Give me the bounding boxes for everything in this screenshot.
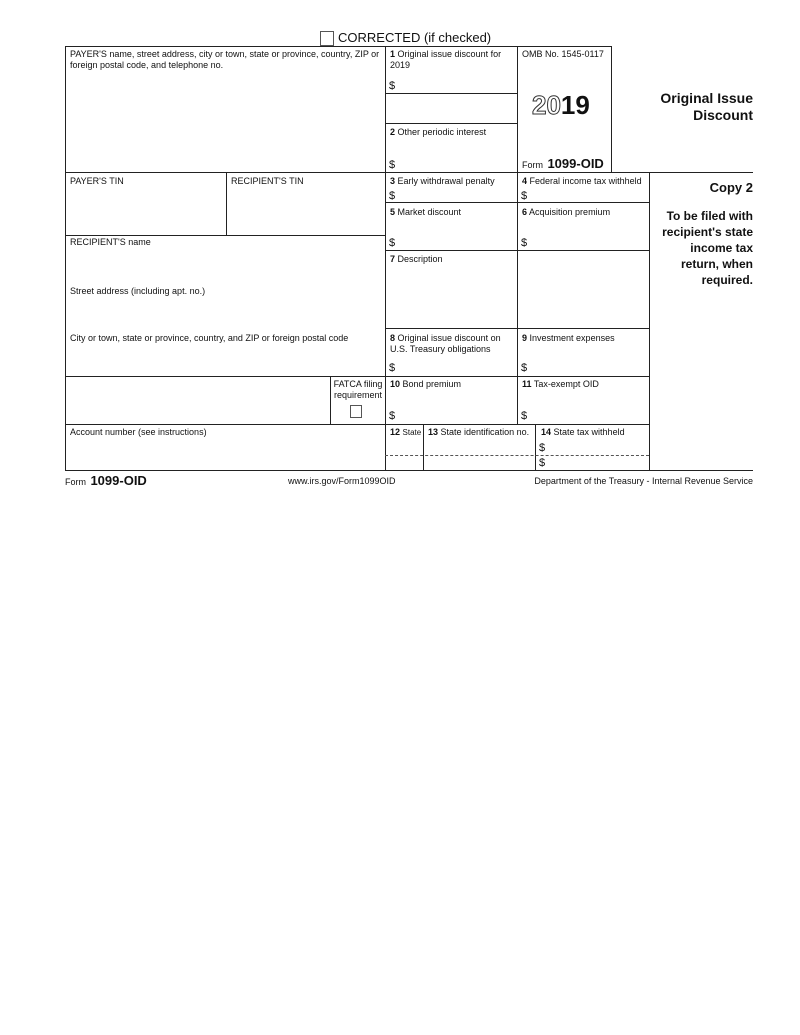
box8-label: Original issue discount on U.S. Treasury obligations bbox=[390, 333, 501, 354]
divider bbox=[65, 376, 649, 377]
box14-label: State tax withheld bbox=[553, 427, 625, 437]
dollar-sign: $ bbox=[389, 410, 396, 422]
payer-tin-field[interactable]: PAYER'S TIN bbox=[70, 176, 124, 186]
divider bbox=[535, 424, 536, 470]
divider bbox=[226, 172, 227, 235]
box14-field[interactable] bbox=[541, 427, 625, 438]
box1-label: Original issue discount for 2019 bbox=[390, 49, 502, 70]
dollar-sign: $ bbox=[389, 190, 396, 202]
box13-field[interactable] bbox=[428, 427, 529, 438]
box4-number: 4 bbox=[522, 176, 528, 186]
box1-field[interactable] bbox=[390, 49, 512, 71]
department-label: Department of the Treasury - Internal Revenue Service bbox=[534, 476, 753, 486]
form-title: Original Issue Discount bbox=[660, 90, 753, 123]
street-address-field[interactable]: Street address (including apt. no.) bbox=[70, 286, 206, 296]
divider bbox=[65, 470, 753, 471]
divider bbox=[385, 93, 517, 94]
box4-label: Federal income tax withheld bbox=[529, 176, 642, 186]
recipient-name-field[interactable]: RECIPIENT'S name bbox=[70, 237, 151, 247]
box5-field[interactable] bbox=[390, 207, 461, 218]
box14-number: 14 bbox=[541, 427, 552, 437]
box6-number: 6 bbox=[522, 207, 528, 217]
year-bold: 19 bbox=[560, 90, 590, 120]
divider bbox=[65, 172, 753, 173]
form-id bbox=[522, 155, 604, 173]
divider bbox=[385, 455, 649, 456]
box12-field[interactable] bbox=[390, 427, 421, 438]
box13-label: State identification no. bbox=[440, 427, 530, 437]
divider bbox=[65, 46, 611, 47]
dollar-sign: $ bbox=[521, 237, 528, 249]
divider bbox=[611, 46, 612, 172]
dollar-sign: $ bbox=[539, 457, 546, 469]
payer-info-field[interactable]: PAYER'S name, street address, city or town, state or province, country, ZIP or foreign postal code, and telephone no. bbox=[70, 49, 380, 70]
dollar-sign: $ bbox=[521, 410, 528, 422]
form-name: 1099-OID bbox=[547, 156, 604, 171]
dollar-sign: $ bbox=[389, 362, 396, 374]
divider bbox=[330, 376, 331, 424]
box12-label: State bbox=[402, 428, 422, 437]
box7-number: 7 bbox=[390, 254, 396, 264]
box9-label: Investment expenses bbox=[529, 333, 615, 343]
dollar-sign: $ bbox=[521, 362, 528, 374]
box6-label: Acquisition premium bbox=[529, 207, 611, 217]
divider bbox=[65, 46, 66, 470]
box5-number: 5 bbox=[390, 207, 396, 217]
account-number-field[interactable]: Account number (see instructions) bbox=[70, 427, 207, 437]
dollar-sign: $ bbox=[389, 159, 396, 171]
box10-label: Bond premium bbox=[402, 379, 462, 389]
divider bbox=[385, 250, 649, 251]
copy-description: To be filed with recipient's state income tax return, when required. bbox=[662, 209, 753, 287]
box2-label: Other periodic interest bbox=[397, 127, 487, 137]
box2-number: 2 bbox=[390, 127, 396, 137]
omb-number: OMB No. 1545-0117 bbox=[522, 49, 604, 59]
box9-field[interactable] bbox=[522, 333, 615, 344]
dollar-sign: $ bbox=[389, 237, 396, 249]
box13-number: 13 bbox=[428, 427, 439, 437]
divider bbox=[649, 172, 650, 470]
box9-number: 9 bbox=[522, 333, 528, 343]
footer-form-id bbox=[65, 472, 147, 490]
box7-field[interactable] bbox=[390, 254, 443, 265]
dollar-sign: $ bbox=[389, 80, 396, 92]
divider bbox=[65, 424, 649, 425]
divider bbox=[385, 123, 517, 124]
form-prefix: Form bbox=[65, 477, 86, 487]
tax-year bbox=[532, 90, 590, 121]
dollar-sign: $ bbox=[521, 190, 528, 202]
year-outline: 20 bbox=[532, 90, 561, 120]
box5-label: Market discount bbox=[397, 207, 462, 217]
corrected-checkbox[interactable] bbox=[320, 31, 334, 46]
box11-number: 11 bbox=[522, 379, 532, 389]
box1-number: 1 bbox=[390, 49, 396, 59]
dollar-sign: $ bbox=[539, 442, 546, 454]
box12-number: 12 bbox=[390, 427, 401, 437]
city-field[interactable]: City or town, state or province, country, and ZIP or foreign postal code bbox=[70, 333, 349, 343]
form-prefix: Form bbox=[522, 160, 543, 170]
fatca-checkbox[interactable] bbox=[350, 405, 362, 418]
corrected-label: CORRECTED (if checked) bbox=[338, 30, 492, 45]
box8-number: 8 bbox=[390, 333, 396, 343]
divider bbox=[423, 424, 424, 470]
box11-field[interactable] bbox=[522, 379, 599, 390]
box11-label: Tax-exempt OID bbox=[533, 379, 599, 389]
copy-label: Copy 2 bbox=[709, 180, 753, 195]
box3-field[interactable] bbox=[390, 176, 495, 187]
divider bbox=[385, 328, 649, 329]
fatca-label: FATCA filing requirement bbox=[333, 379, 383, 400]
box6-field[interactable] bbox=[522, 207, 610, 218]
box3-label: Early withdrawal penalty bbox=[397, 176, 495, 186]
divider bbox=[385, 202, 649, 203]
divider bbox=[517, 46, 518, 424]
box4-field[interactable] bbox=[522, 176, 642, 187]
box2-field[interactable] bbox=[390, 127, 486, 138]
irs-url: www.irs.gov/Form1099OID bbox=[288, 476, 396, 486]
box3-number: 3 bbox=[390, 176, 396, 186]
box10-number: 10 bbox=[390, 379, 401, 389]
box8-field[interactable] bbox=[390, 333, 514, 355]
recipient-tin-field[interactable]: RECIPIENT'S TIN bbox=[231, 176, 304, 186]
box10-field[interactable] bbox=[390, 379, 461, 390]
box7-label: Description bbox=[397, 254, 443, 264]
divider bbox=[65, 235, 385, 236]
form-name: 1099-OID bbox=[90, 473, 147, 488]
divider bbox=[385, 46, 386, 470]
